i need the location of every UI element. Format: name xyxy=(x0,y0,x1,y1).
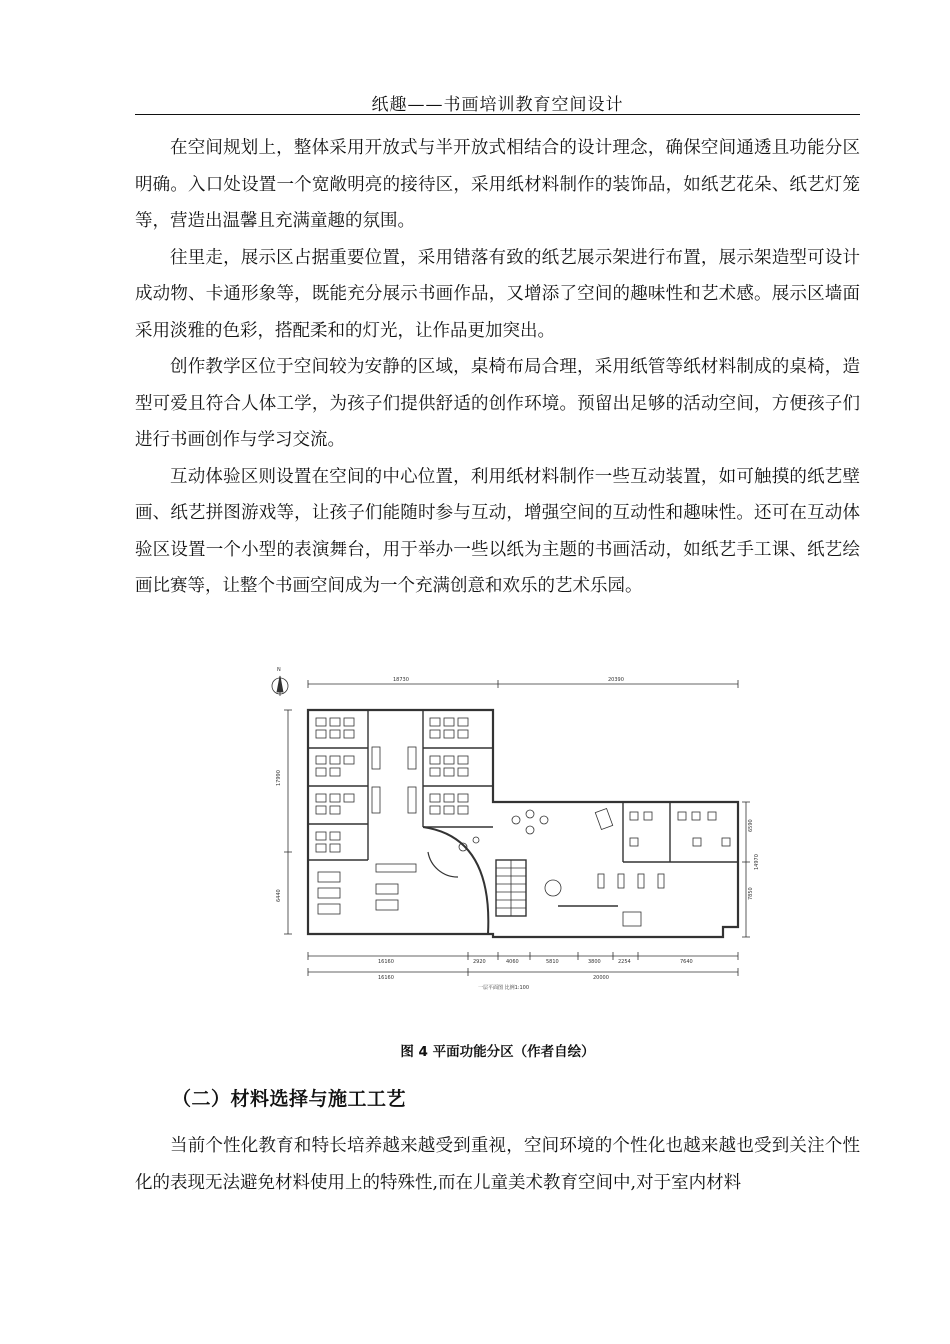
dim-bottom-5: 3800 xyxy=(588,959,601,965)
dim-left-upper: 17990 xyxy=(276,770,282,786)
dim-bottom-6: 2254 xyxy=(618,959,631,965)
body-section-1 xyxy=(135,130,860,605)
paragraph-space-planning: 在空间规划上，整体采用开放式与半开放式相结合的设计理念，确保空间通透且功能分区明确。入口处设置一个宽敞明亮的接待区，采用纸材料制作的装饰品，如纸艺花朵、纸艺灯笼等，营造出温馨且充满童趣的氛围。 xyxy=(135,138,860,231)
paragraph-teaching-area: 创作教学区位于空间较为安静的区域，桌椅布局合理，采用纸管等纸材料制成的桌椅，造型可爱且符合人体工学，为孩子们提供舒适的创作环境。预留出足够的活动空间，方便孩子们进行书画创作与学习交流。 xyxy=(135,357,860,450)
dim-bottom-1: 16160 xyxy=(378,959,394,965)
north-label: N xyxy=(277,667,281,673)
dim-bottom-total-1: 16160 xyxy=(378,975,394,981)
paragraph-materials: 当前个性化教育和特长培养越来越受到重视，空间环境的个性化也越来越也受到关注个性化的表现无法避免材料使用上的特殊性,而在儿童美术教育空间中,对于室内材料 xyxy=(135,1136,860,1193)
section-heading: （二）材料选择与施工工艺 xyxy=(172,1088,407,1110)
north-arrow-icon xyxy=(272,676,288,696)
dim-bottom-total-2: 20000 xyxy=(593,975,609,981)
dim-bottom-2: 2920 xyxy=(473,959,486,965)
plan-label: 一层平面图 比例1:100 xyxy=(478,985,529,991)
dim-bottom-4: 5810 xyxy=(546,959,559,965)
figure-caption: 图 4 平面功能分区（作者自绘） xyxy=(400,1044,595,1060)
floor-plan-figure xyxy=(268,662,758,992)
dim-top-right: 20390 xyxy=(608,677,624,683)
dim-right-2: 7850 xyxy=(748,887,754,900)
dim-right-3: 14970 xyxy=(754,854,760,870)
floor-plan-drawing xyxy=(268,662,758,992)
dim-bottom-7: 7640 xyxy=(680,959,693,965)
dim-bottom-3: 4060 xyxy=(506,959,519,965)
page-header-title: 纸趣——书画培训教育空间设计 xyxy=(371,95,624,115)
body-section-2 xyxy=(135,1128,860,1201)
header-divider xyxy=(135,114,860,115)
dim-right-1: 6590 xyxy=(748,819,754,832)
paragraph-interactive-area: 互动体验区则设置在空间的中心位置，利用纸材料制作一些互动装置，如可触摸的纸艺壁画、纸艺拼图游戏等，让孩子们能随时参与互动，增强空间的互动性和趣味性。还可在互动体验区设置一个小型的表演舞台，用于举办一些以纸为主题的书画活动，如纸艺手工课、纸艺绘画比赛等，让整个书画空间成为一个充满创意和欢乐的艺术乐园。 xyxy=(135,466,860,596)
paragraph-display-area: 往里走，展示区占据重要位置，采用错落有致的纸艺展示架进行布置，展示架造型可设计成动物、卡通形象等，既能充分展示书画作品，又增添了空间的趣味性和艺术感。展示区墙面采用淡雅的色彩，搭配柔和的灯光，让作品更加突出。 xyxy=(135,247,860,341)
dim-left-lower: 6440 xyxy=(276,889,282,902)
dim-top-left: 18730 xyxy=(393,677,409,683)
